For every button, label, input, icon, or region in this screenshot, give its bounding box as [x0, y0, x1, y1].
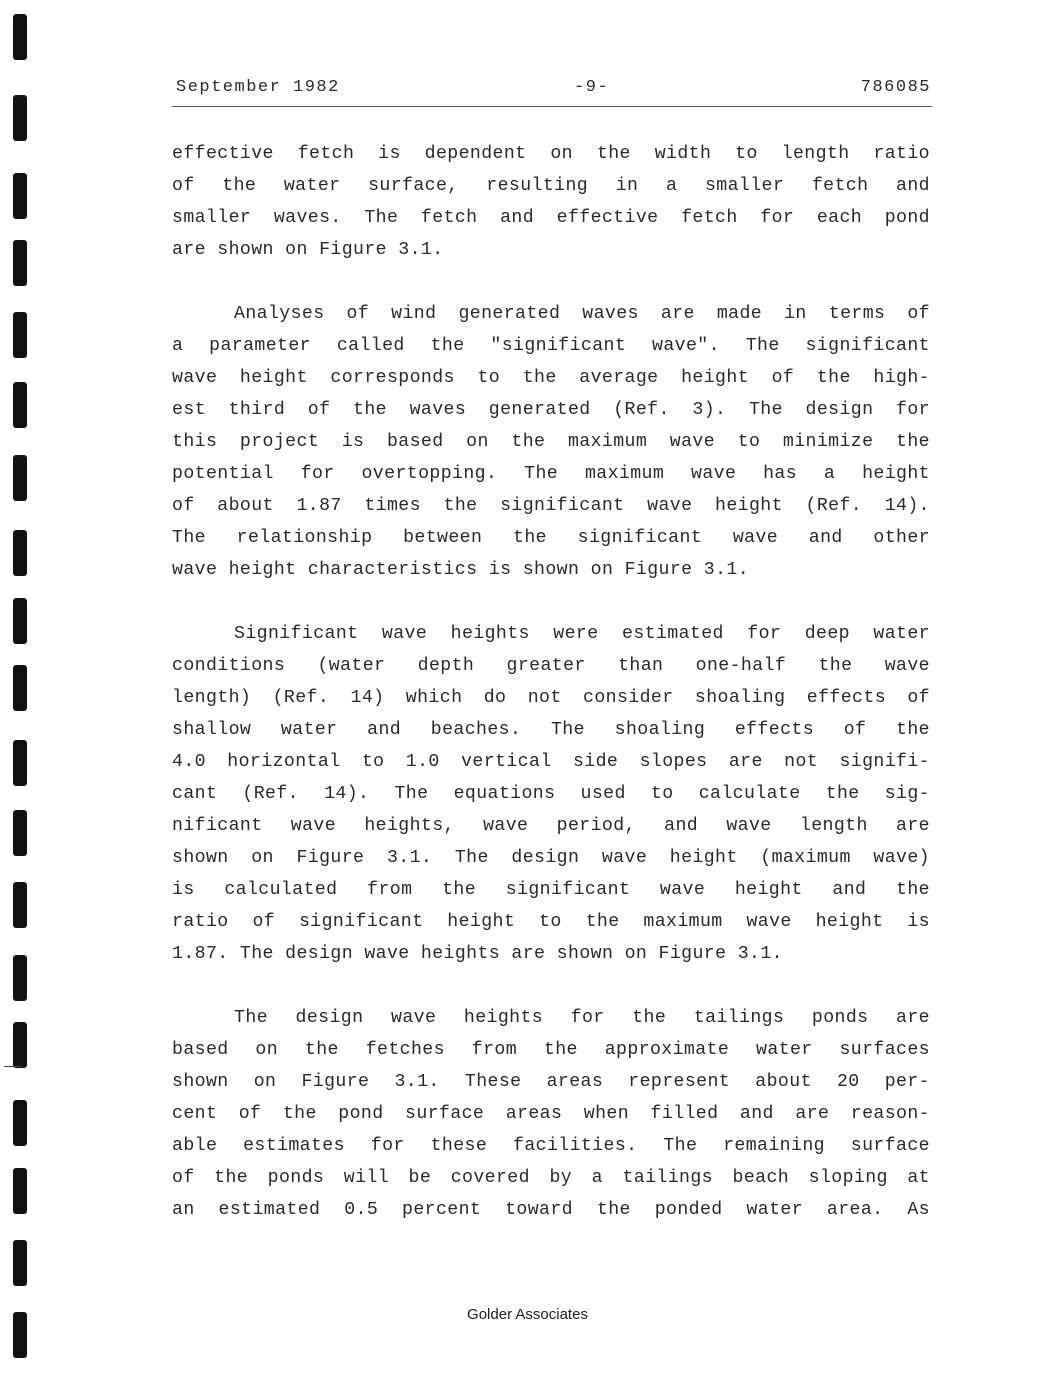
text-line: The relationship between the significant wave and other [172, 528, 930, 548]
text-line: potential for overtopping. The maximum wave has a height [172, 464, 930, 484]
text-line: shallow water and beaches. The shoaling effects of the [172, 720, 930, 740]
paragraph [172, 618, 930, 970]
binder-hole [13, 810, 27, 856]
scan-mark [4, 1066, 22, 1067]
page-footer: Golder Associates [467, 1306, 588, 1323]
text-line: able estimates for these facilities. The remaining surface [172, 1136, 930, 1156]
binder-hole [13, 173, 27, 219]
text-line: smaller waves. The fetch and effective fetch for each pond [172, 208, 930, 228]
text-line: of the ponds will be covered by a tailings beach sloping at [172, 1168, 930, 1188]
page-header [176, 78, 931, 104]
text-line: shown on Figure 3.1. The design wave height (maximum wave) [172, 848, 930, 868]
header-page-number: -9- [574, 78, 610, 97]
text-line: 4.0 horizontal to 1.0 vertical side slopes are not signifi- [172, 752, 930, 772]
text-line: shown on Figure 3.1. These areas represent about 20 per- [172, 1072, 930, 1092]
binder-hole [13, 95, 27, 141]
text-line: this project is based on the maximum wave to minimize the [172, 432, 930, 452]
text-line: wave height corresponds to the average height of the high- [172, 368, 930, 388]
text-line: Significant wave heights were estimated for deep water [234, 624, 930, 644]
body-text [172, 138, 930, 1258]
text-line: est third of the waves generated (Ref. 3). The design for [172, 400, 930, 420]
binder-hole [13, 1022, 27, 1068]
header-date: September 1982 [176, 78, 340, 97]
binder-hole [13, 382, 27, 428]
text-line: of the water surface, resulting in a smaller fetch and [172, 176, 930, 196]
text-line: of about 1.87 times the significant wave height (Ref. 14). [172, 496, 930, 516]
text-line: cant (Ref. 14). The equations used to calculate the sig- [172, 784, 930, 804]
binder-hole [13, 740, 27, 786]
text-line: The design wave heights for the tailings ponds are [234, 1008, 930, 1028]
paragraph [172, 298, 930, 586]
paragraph [172, 1002, 930, 1226]
binder-hole [13, 14, 27, 60]
binder-hole [13, 240, 27, 286]
text-line: is calculated from the significant wave height and the [172, 880, 930, 900]
text-line: conditions (water depth greater than one-half the wave [172, 656, 930, 676]
binder-hole [13, 312, 27, 358]
binder-hole [13, 882, 27, 928]
binder-hole [13, 455, 27, 501]
text-line: an estimated 0.5 percent toward the ponded water area. As [172, 1200, 930, 1220]
text-line: cent of the pond surface areas when filled and are reason- [172, 1104, 930, 1124]
header-doc-number: 786085 [860, 78, 931, 97]
text-line: nificant wave heights, wave period, and wave length are [172, 816, 930, 836]
text-line: Analyses of wind generated waves are made in terms of [234, 304, 930, 324]
text-line: effective fetch is dependent on the width to length ratio [172, 144, 930, 164]
binder-hole [13, 1168, 27, 1214]
binder-hole [13, 1100, 27, 1146]
binder-hole [13, 530, 27, 576]
text-line: 1.87. The design wave heights are shown on Figure 3.1. [172, 944, 783, 964]
text-line: a parameter called the "significant wave". The significant [172, 336, 930, 356]
text-line: ratio of significant height to the maximum wave height is [172, 912, 930, 932]
binder-holes [0, 0, 40, 1380]
binder-hole [13, 1240, 27, 1286]
binder-hole [13, 665, 27, 711]
text-line: length) (Ref. 14) which do not consider shoaling effects of [172, 688, 930, 708]
text-line: are shown on Figure 3.1. [172, 240, 444, 260]
text-line: based on the fetches from the approximate water surfaces [172, 1040, 930, 1060]
text-line: wave height characteristics is shown on Figure 3.1. [172, 560, 750, 580]
binder-hole [13, 955, 27, 1001]
header-rule [172, 106, 932, 107]
paragraph [172, 138, 930, 266]
binder-hole [13, 598, 27, 644]
